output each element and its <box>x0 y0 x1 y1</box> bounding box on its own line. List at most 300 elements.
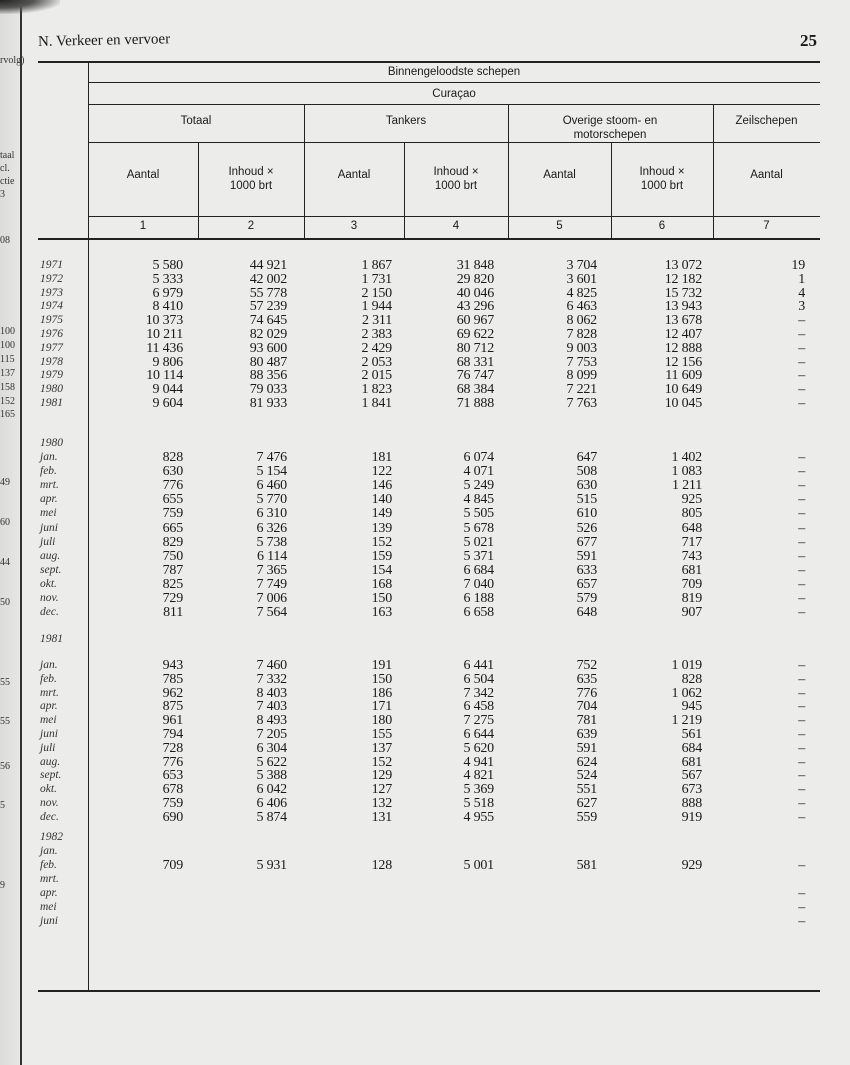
row-label: jan. <box>40 659 58 671</box>
facing-page-text: 08 <box>0 235 10 246</box>
facing-page-text: 60 <box>0 517 10 528</box>
cell-value: 9 003 <box>566 340 597 356</box>
column-number: 3 <box>350 220 358 232</box>
cell-value: 76 747 <box>456 368 494 384</box>
cell-value: – <box>798 782 805 798</box>
cell-value: 943 <box>162 658 183 673</box>
cell-value: 82 029 <box>249 327 287 342</box>
row-label: juli <box>40 741 56 754</box>
cell-value: 781 <box>576 713 597 729</box>
cell-value: 627 <box>576 796 597 811</box>
cell-value: 7 365 <box>256 562 287 578</box>
cell-value: 6 310 <box>256 506 287 522</box>
cell-value: 655 <box>162 492 183 508</box>
cell-value: 152 <box>371 534 392 550</box>
cell-value: 665 <box>162 520 183 536</box>
cell-value: 1 <box>798 271 805 287</box>
cell-value: 44 921 <box>249 258 287 273</box>
cell-value: – <box>798 313 805 329</box>
cell-value: 122 <box>371 464 392 480</box>
rule-vertical <box>88 62 89 990</box>
cell-value: 776 <box>162 754 183 770</box>
cell-value: 6 188 <box>463 591 494 606</box>
row-label: 1972 <box>40 272 63 285</box>
cell-value: 74 645 <box>249 313 287 329</box>
row-label: juni <box>40 915 58 927</box>
row-label: 1981 <box>40 397 63 409</box>
cell-value: 579 <box>576 591 597 606</box>
cell-value: – <box>798 506 805 522</box>
column-number: 2 <box>247 220 255 232</box>
cell-value: 639 <box>576 727 597 742</box>
cell-value: 6 074 <box>463 450 494 465</box>
cell-value: 5 249 <box>463 478 494 494</box>
cell-value: – <box>798 478 805 494</box>
cell-value: 6 684 <box>463 562 494 578</box>
cell-value: 6 504 <box>463 671 494 687</box>
row-label: juni <box>40 728 58 740</box>
cell-value: – <box>798 576 805 592</box>
cell-value: 2 053 <box>361 354 392 370</box>
facing-page-text: ctie <box>0 176 15 187</box>
facing-page-text: 55 <box>0 716 10 727</box>
cell-value: 787 <box>162 562 183 578</box>
row-label: okt. <box>40 783 57 796</box>
cell-value: 5 333 <box>152 271 183 287</box>
cell-value: – <box>798 809 805 825</box>
row-label: 1976 <box>40 328 63 340</box>
cell-value: 140 <box>371 492 392 508</box>
column-header: Aantal <box>337 169 371 181</box>
cell-value: 5 154 <box>256 464 287 480</box>
column-header: Aantal <box>126 169 160 181</box>
cell-value: 1 402 <box>671 450 702 465</box>
cell-value: 681 <box>681 754 702 770</box>
cell-value: 8 403 <box>256 685 287 701</box>
cell-value: 55 778 <box>249 285 287 301</box>
table-title: Binnengeloodste schepen <box>387 66 521 78</box>
cell-value: 794 <box>162 727 183 742</box>
row-label: 1979 <box>40 369 63 382</box>
cell-value: 551 <box>576 782 597 798</box>
cell-value: 5 505 <box>463 506 494 522</box>
cell-value: 7 403 <box>256 699 287 715</box>
cell-value: 610 <box>576 506 597 522</box>
cell-value: 591 <box>576 548 597 564</box>
cell-value: 6 114 <box>257 548 287 564</box>
cell-value: 13 072 <box>664 258 702 273</box>
cell-value: 729 <box>162 591 183 606</box>
facing-page-text: 137 <box>0 368 15 379</box>
row-label: jan. <box>40 845 58 857</box>
cell-value: 633 <box>576 562 597 578</box>
cell-value: – <box>798 534 805 550</box>
cell-value: 1 944 <box>361 299 392 315</box>
cell-value: 180 <box>371 713 392 729</box>
cell-value: 6 658 <box>463 605 494 621</box>
cell-value: 71 888 <box>456 396 494 411</box>
cell-value: 648 <box>576 605 597 621</box>
cell-value: 828 <box>681 671 702 687</box>
cell-value: – <box>798 858 805 873</box>
cell-value: 6 458 <box>463 699 494 715</box>
cell-value: 7 763 <box>566 396 597 411</box>
cell-value: 5 369 <box>463 782 494 798</box>
cell-value: 181 <box>371 450 392 465</box>
cell-value: 752 <box>576 658 597 673</box>
cell-value: 6 644 <box>463 727 494 742</box>
table-subtitle: Curaçao <box>432 88 476 100</box>
cell-value: 7 332 <box>256 671 287 687</box>
cell-value: 19 <box>791 258 805 273</box>
cell-value: 131 <box>371 809 392 825</box>
cell-value: 2 429 <box>361 340 392 356</box>
cell-value: 13 678 <box>664 313 702 329</box>
cell-value: 819 <box>681 591 702 606</box>
group-header-zeilschepen: Zeilschepen <box>735 115 798 127</box>
cell-value: 677 <box>576 534 597 550</box>
cell-value: 567 <box>681 768 702 784</box>
column-number: 7 <box>763 220 770 232</box>
column-header: Inhoud × 1000 brt <box>228 166 274 192</box>
cell-value: – <box>798 368 805 384</box>
cell-value: 4 941 <box>463 754 494 770</box>
cell-value: – <box>798 327 805 342</box>
row-label: feb. <box>40 859 57 871</box>
cell-value: 5 931 <box>256 858 287 873</box>
cell-value: 79 033 <box>249 382 287 398</box>
cell-value: 42 002 <box>249 271 287 287</box>
cell-value: – <box>798 340 805 356</box>
cell-value: 13 943 <box>664 299 702 315</box>
row-label: juni <box>40 521 58 534</box>
facing-page-text: 9 <box>0 880 5 891</box>
cell-value: 678 <box>162 782 183 798</box>
cell-value: 4 955 <box>463 809 494 825</box>
row-label: aug. <box>40 755 61 768</box>
column-header: Inhoud × 1000 brt <box>639 166 685 192</box>
facing-page-text: taal <box>0 150 15 161</box>
cell-value: 5 001 <box>463 858 494 873</box>
cell-value: 681 <box>681 562 702 578</box>
cell-value: 929 <box>681 858 702 873</box>
cell-value: 759 <box>162 506 183 522</box>
cell-value: 888 <box>681 796 702 811</box>
cell-value: 4 071 <box>463 464 494 480</box>
cell-value: – <box>798 492 805 508</box>
row-label: feb. <box>40 465 57 478</box>
row-label: sept. <box>40 769 62 782</box>
cell-value: – <box>798 605 805 621</box>
cell-value: 811 <box>163 605 183 621</box>
row-label: apr. <box>40 887 58 899</box>
cell-value: 5 388 <box>256 768 287 784</box>
cell-value: – <box>798 464 805 480</box>
row-label: 1975 <box>40 314 63 327</box>
cell-value: 127 <box>371 782 392 798</box>
cell-value: 919 <box>681 809 702 825</box>
cell-value: 1 841 <box>361 396 392 411</box>
group-header-overige: Overige stoom- en motorschepen <box>562 115 658 141</box>
cell-value: 648 <box>681 520 702 536</box>
cell-value: 129 <box>371 768 392 784</box>
cell-value: 11 609 <box>665 368 702 384</box>
cell-value: 962 <box>162 685 183 701</box>
cell-value: 93 600 <box>249 340 287 356</box>
row-label: 1977 <box>40 341 63 354</box>
row-label: mei <box>40 714 57 727</box>
cell-value: 6 406 <box>256 796 287 811</box>
cell-value: 4 821 <box>463 768 494 784</box>
cell-value: 6 463 <box>566 299 597 315</box>
cell-value: – <box>798 740 805 756</box>
cell-value: 6 979 <box>152 285 183 301</box>
cell-value: 5 622 <box>256 754 287 770</box>
cell-value: 7 205 <box>256 727 287 742</box>
row-label: aug. <box>40 549 61 562</box>
row-label: 1971 <box>40 259 63 271</box>
cell-value: 60 967 <box>456 313 494 329</box>
cell-value: 2 150 <box>361 285 392 301</box>
cell-value: 907 <box>681 605 702 621</box>
cell-value: 581 <box>576 858 597 873</box>
cell-value: – <box>798 768 805 784</box>
cell-value: 80 487 <box>249 354 287 370</box>
cell-value: 10 649 <box>664 382 702 398</box>
cell-value: 68 331 <box>456 354 494 370</box>
cell-value: 561 <box>681 727 702 742</box>
cell-value: 776 <box>576 685 597 701</box>
cell-value: 828 <box>162 450 183 465</box>
year-label: 1980 <box>40 437 63 449</box>
cell-value: 728 <box>162 740 183 756</box>
year-label: 1981 <box>40 633 63 645</box>
cell-value: 168 <box>371 576 392 592</box>
cell-value: – <box>798 727 805 742</box>
column-number: 4 <box>452 220 460 232</box>
cell-value: 961 <box>162 713 183 729</box>
cell-value: – <box>798 900 805 915</box>
cell-value: – <box>798 914 805 929</box>
row-label: jan. <box>40 451 58 463</box>
cell-value: 5 371 <box>463 548 494 564</box>
cell-value: 152 <box>371 754 392 770</box>
row-label: mei <box>40 901 57 913</box>
rule-top <box>38 61 820 63</box>
column-header: Aantal <box>750 169 783 181</box>
cell-value: – <box>798 713 805 729</box>
cell-value: 7 564 <box>256 605 287 621</box>
group-header-totaal: Totaal <box>180 115 212 127</box>
cell-value: 7 460 <box>256 658 287 673</box>
page-number: 25 <box>800 31 817 50</box>
cell-value: 805 <box>681 506 702 522</box>
cell-value: 10 045 <box>664 396 702 411</box>
facing-page-text: 44 <box>0 557 10 568</box>
facing-page-text: 56 <box>0 761 10 772</box>
cell-value: 10 114 <box>146 368 183 384</box>
cell-value: 515 <box>576 492 597 508</box>
facing-page-text: 158 <box>0 382 15 393</box>
row-label: mrt. <box>40 686 59 699</box>
binding-shadow <box>0 0 60 14</box>
cell-value: 69 622 <box>456 327 494 342</box>
cell-value: 139 <box>371 520 392 536</box>
cell-value: 7 040 <box>463 576 494 592</box>
cell-value: 624 <box>576 754 597 770</box>
cell-value: 132 <box>371 796 392 811</box>
cell-value: 31 848 <box>456 258 494 273</box>
cell-value: 128 <box>371 858 392 873</box>
cell-value: 8 410 <box>152 299 183 315</box>
cell-value: 825 <box>162 576 183 592</box>
cell-value: 1 731 <box>361 271 392 287</box>
facing-page-text: 49 <box>0 477 10 488</box>
row-label: 1978 <box>40 355 63 368</box>
cell-value: 7 221 <box>566 382 597 398</box>
cell-value: 1 019 <box>671 658 702 673</box>
facing-page-text: 100 <box>0 326 15 337</box>
cell-value: – <box>798 354 805 370</box>
cell-value: 6 326 <box>256 520 287 536</box>
cell-value: 709 <box>162 858 183 873</box>
cell-value: 591 <box>576 740 597 756</box>
row-label: mei <box>40 507 57 520</box>
cell-value: 2 015 <box>361 368 392 384</box>
cell-value: 7 275 <box>463 713 494 729</box>
row-label: mrt. <box>40 873 59 885</box>
cell-value: 1 867 <box>361 258 392 273</box>
row-label: 1973 <box>40 286 63 299</box>
cell-value: 7 342 <box>463 685 494 701</box>
column-number: 5 <box>556 220 563 232</box>
cell-value: 9 806 <box>152 354 183 370</box>
column-header: Aantal <box>543 169 576 181</box>
row-label: dec. <box>40 810 59 823</box>
cell-value: 630 <box>576 478 597 494</box>
cell-value: 81 933 <box>249 396 287 411</box>
cell-value: 7 006 <box>256 591 287 606</box>
cell-value: 508 <box>576 464 597 480</box>
cell-value: 3 <box>798 299 805 315</box>
row-label: juli <box>40 535 56 548</box>
cell-value: 709 <box>681 576 702 592</box>
row-label: apr. <box>40 493 58 506</box>
cell-value: 6 460 <box>256 478 287 494</box>
cell-value: – <box>798 520 805 536</box>
cell-value: 653 <box>162 768 183 784</box>
cell-value: 647 <box>576 450 597 465</box>
cell-value: 776 <box>162 478 183 494</box>
facing-page-text: cl. <box>0 163 10 174</box>
cell-value: 7 749 <box>256 576 287 592</box>
facing-page-text: 5 <box>0 800 5 811</box>
cell-value: 171 <box>371 699 392 715</box>
cell-value: 6 441 <box>463 658 494 673</box>
cell-value: 10 373 <box>145 313 183 329</box>
cell-value: 5 620 <box>463 740 494 756</box>
year-label: 1982 <box>40 831 63 843</box>
facing-page-text: 165 <box>0 409 15 420</box>
cell-value: 1 083 <box>671 464 702 480</box>
rule-header-bottom <box>38 238 820 240</box>
cell-value: 5 580 <box>152 258 183 273</box>
cell-value: 945 <box>681 699 702 715</box>
cell-value: 785 <box>162 671 183 687</box>
row-label: mrt. <box>40 479 59 492</box>
cell-value: 875 <box>162 699 183 715</box>
cell-value: – <box>798 886 805 901</box>
cell-value: 88 356 <box>249 368 287 384</box>
row-label: apr. <box>40 700 58 713</box>
group-header-tankers: Tankers <box>385 115 427 127</box>
row-label: feb. <box>40 672 57 685</box>
column-header: Inhoud × 1000 brt <box>433 166 479 192</box>
facing-page-text: 55 <box>0 677 10 688</box>
cell-value: 159 <box>371 548 392 564</box>
cell-value: 154 <box>371 562 392 578</box>
cell-value: 6 042 <box>256 782 287 798</box>
chapter-title: N. Verkeer en vervoer <box>37 31 171 50</box>
cell-value: 684 <box>681 740 702 756</box>
cell-value: 657 <box>576 576 597 592</box>
cell-value: 5 518 <box>463 796 494 811</box>
cell-value: 10 211 <box>146 327 183 342</box>
rule <box>88 82 820 83</box>
cell-value: 9 044 <box>152 382 183 398</box>
row-label: 1980 <box>40 383 63 396</box>
cell-value: 690 <box>162 809 183 825</box>
cell-value: 6 304 <box>256 740 287 756</box>
cell-value: – <box>798 796 805 811</box>
cell-value: 150 <box>371 591 392 606</box>
cell-value: 191 <box>371 658 392 673</box>
cell-value: 12 407 <box>664 327 702 342</box>
cell-value: 80 712 <box>456 340 494 356</box>
cell-value: 8 493 <box>256 713 287 729</box>
cell-value: 925 <box>681 492 702 508</box>
rule <box>88 104 820 105</box>
facing-page-text: 115 <box>0 354 15 365</box>
cell-value: – <box>798 591 805 606</box>
row-label: okt. <box>40 577 57 590</box>
cell-value: 1 823 <box>361 382 392 398</box>
cell-value: 12 182 <box>664 271 702 287</box>
cell-value: 5 678 <box>463 520 494 536</box>
cell-value: 43 296 <box>456 299 494 315</box>
cell-value: 15 732 <box>664 285 702 301</box>
cell-value: 9 604 <box>152 396 183 411</box>
cell-value: 524 <box>576 768 597 784</box>
row-label: nov. <box>40 797 59 809</box>
cell-value: 7 753 <box>566 354 597 370</box>
facing-page-text: 100 <box>0 340 15 351</box>
cell-value: 29 820 <box>456 271 494 287</box>
cell-value: 630 <box>162 464 183 480</box>
cell-value: 2 383 <box>361 327 392 342</box>
facing-page-text: 152 <box>0 396 15 407</box>
column-number: 1 <box>139 220 147 232</box>
cell-value: 5 021 <box>463 534 494 550</box>
cell-value: – <box>798 671 805 687</box>
cell-value: 829 <box>162 534 183 550</box>
cell-value: 150 <box>371 671 392 687</box>
cell-value: 704 <box>576 699 597 715</box>
cell-value: 526 <box>576 520 597 536</box>
cell-value: 155 <box>371 727 392 742</box>
cell-value: 163 <box>371 605 392 621</box>
cell-value: – <box>798 658 805 673</box>
